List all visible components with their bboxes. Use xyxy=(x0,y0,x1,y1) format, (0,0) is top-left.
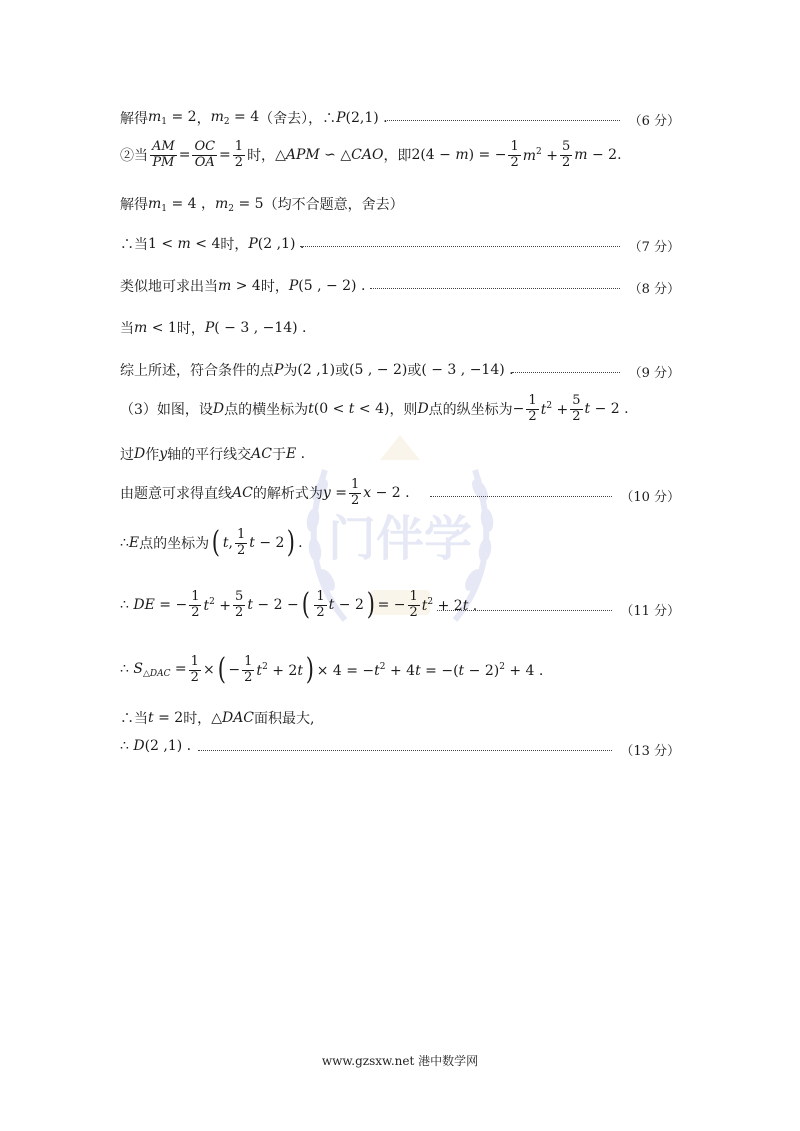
leader-dots xyxy=(437,610,612,611)
score-10: （10 分） xyxy=(620,490,680,505)
score-7: （7 分） xyxy=(628,240,680,255)
text: 作 xyxy=(145,447,160,463)
text: 点的纵坐标为 xyxy=(428,402,513,419)
line-2: ②当 $\frac{AM}{PM}$ = $\frac{OC}{OA}$ = $\frac{1}{2}$ 时， △APM ∽ △CAO ，即 2(4 − m) = − $\frac{1}{2}$ $m^2$ + $\frac{5}{2}$ m − 2 . xyxy=(120,139,622,170)
line-6: 当 m < 1 时， P( − 3 , −14) . xyxy=(120,320,307,337)
footer-site: www.gzsxw.net 港中数学网 xyxy=(321,1054,479,1068)
score-9: （9 分） xyxy=(628,366,680,381)
line-12: ∴ DE = − $\frac{1}{2}$ $t^2$ + $\frac{5}{2}$ t − 2 − ( $\frac{1}{2}$ t − 2 ) = − $\frac{1}{2}$ $t^2 + 2t$ . xyxy=(120,587,478,623)
text: 当 xyxy=(120,321,134,337)
leader-dots xyxy=(512,372,620,373)
text: 时， xyxy=(220,237,249,253)
text: 或 xyxy=(335,363,350,379)
line-15: ∴ D(2 ,1) . xyxy=(120,738,192,754)
text: ∴当 xyxy=(120,237,148,253)
line-9: 过 D 作 y 轴的平行线交 AC 于 E . xyxy=(120,446,306,463)
line-7: 综上所述，符合条件的点 P 为 (2 ,1) 或 (5 , − 2) 或 ( − 3 , −14) . xyxy=(120,362,514,379)
text: 时， xyxy=(176,321,205,337)
text: 时， xyxy=(183,711,212,727)
text: 面积最大, xyxy=(254,711,315,727)
text: （3）如图，设 xyxy=(120,402,213,419)
text: 时， xyxy=(247,148,276,165)
text: ， xyxy=(196,111,211,127)
text: 轴的平行线交 xyxy=(167,447,252,463)
leader-dots xyxy=(370,288,620,289)
text: ，即 xyxy=(383,148,412,165)
leader-dots xyxy=(198,750,612,751)
text: . xyxy=(617,147,622,164)
text: 由题意可求得直线 xyxy=(120,486,232,503)
line-13: ∴ $S_{\triangle DAC}$ = $\frac{1}{2}$ × ( − $\frac{1}{2}$ $t^2 + 2t$ ) × $4 = -t^2 + 4t = -(t - 2)^2 + 4$ . xyxy=(120,652,544,688)
text: 综上所述，符合条件的点 xyxy=(120,363,274,379)
svg-text:门伴学: 门伴学 xyxy=(327,511,473,567)
text: 解得 xyxy=(120,111,148,127)
text: 或 xyxy=(407,363,422,379)
text: 类似地可求出当 xyxy=(120,279,218,295)
line-5: 类似地可求出当 m > 4 时， P(5 , − 2) . xyxy=(120,278,366,295)
line-10: 由题意可求得直线 AC 的解析式为 y = $\frac{1}{2}$ x − 2 . xyxy=(120,477,410,508)
text: 点的坐标为 xyxy=(139,536,210,553)
text: ∴ xyxy=(120,535,129,552)
text: 点的横坐标为 xyxy=(224,402,309,419)
leader-dots xyxy=(300,246,620,247)
text: （均不合题意，舍去） xyxy=(263,196,404,213)
text: 解得 xyxy=(120,196,148,213)
line-14: ∴当 t = 2 时， △DAC 面积最大, xyxy=(120,710,315,727)
text: 于 xyxy=(271,447,286,463)
text: 时， xyxy=(260,279,289,295)
line-11: ∴ E 点的坐标为 ( t, $\frac{1}{2}$ t − 2 ) . xyxy=(120,525,303,561)
text: ，则 xyxy=(389,402,418,419)
line-3: 解得 $m_1 = 4$ ，$m_2 = 5$ （均不合题意，舍去） xyxy=(120,193,404,214)
text: ②当 xyxy=(120,148,148,165)
text: 过 xyxy=(120,447,134,463)
text: 为 xyxy=(283,363,298,379)
line-1: 解得 $m_1 = 2$ ， $m_2 = 4$ （舍去），∴ P(2,1) . xyxy=(120,109,388,127)
leader-dots xyxy=(385,120,620,121)
score-11: （11 分） xyxy=(620,604,680,619)
line-4: ∴当 1 < m < 4 时， P(2 ,1) . xyxy=(120,236,305,253)
line-8: （3）如图，设 D 点的横坐标为 t(0 < t < 4) ，则 D 点的纵坐标为 − $\frac{1}{2}$ $t^2$ + $\frac{5}{2}$ t − 2 . xyxy=(120,393,629,424)
leader-dots xyxy=(430,496,612,497)
text: 的解析式为 xyxy=(252,486,323,503)
score-13: （13 分） xyxy=(620,744,680,759)
score-8: （8 分） xyxy=(628,282,680,297)
score-6: （6 分） xyxy=(628,114,680,129)
text: ∴当 xyxy=(120,711,148,727)
text: （舍去），∴ xyxy=(259,111,337,127)
